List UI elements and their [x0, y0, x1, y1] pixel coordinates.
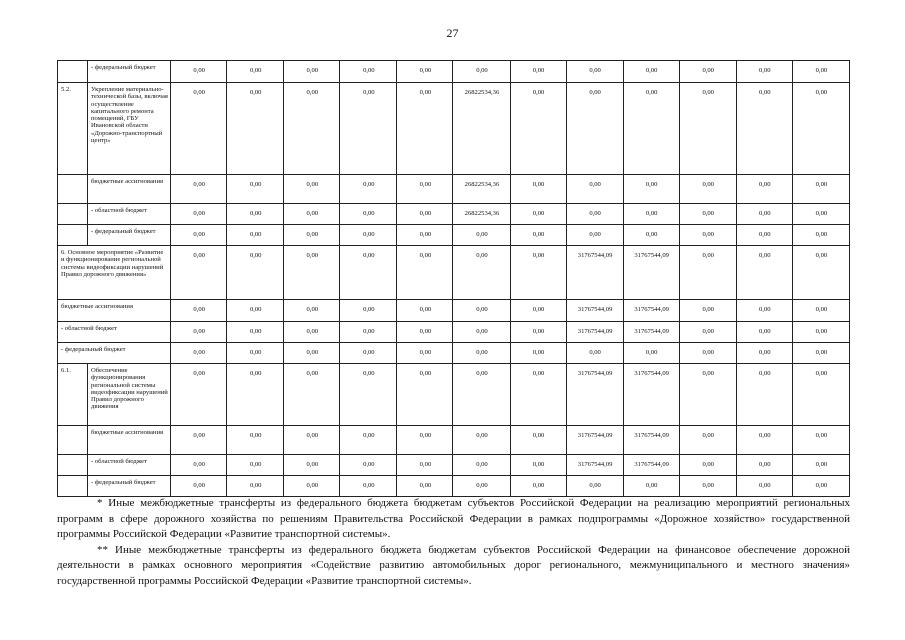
- value-cell: 0,00: [679, 225, 736, 246]
- value-cell: 0,00: [623, 175, 679, 204]
- table-row: [58, 426, 850, 455]
- value-cell: 0,00: [510, 61, 566, 83]
- value-cell: 31767544,09: [566, 300, 623, 322]
- value-cell: 0,00: [679, 322, 736, 343]
- value-cell: 0,00: [510, 225, 566, 246]
- value-cell: 0,00: [736, 175, 792, 204]
- value-cell: 0,00: [736, 225, 792, 246]
- value-cell: 0,00: [736, 322, 792, 343]
- value-cell: 31767544,09: [623, 300, 679, 322]
- value-cell: 31767544,09: [623, 322, 679, 343]
- value-cell: 0,00: [679, 343, 736, 364]
- row-number: 5.2.: [58, 83, 88, 175]
- row-label: Укрепление материально-технической базы, включая осуществление капитального ремонта помещений, ГБУ Ивановской области «Дорожно-транспортный центр»: [88, 83, 171, 175]
- row-label: - федеральный бюджет: [88, 476, 171, 497]
- value-cell: 0,00: [792, 343, 849, 364]
- value-cell: 0,00: [227, 83, 284, 175]
- row-label: 6. Основное мероприятие «Развитие и функционирование региональной системы видеофиксации нарушений Правил дорожного движения»: [58, 246, 171, 300]
- value-cell: 0,00: [227, 455, 284, 476]
- table-body: [58, 61, 850, 497]
- value-cell: 0,00: [171, 322, 227, 343]
- row-label: Обеспечение функционирования региональной системы видеофиксации нарушений Правил дорожного движения: [88, 364, 171, 426]
- value-cell: 0,00: [679, 61, 736, 83]
- value-cell: 0,00: [510, 300, 566, 322]
- value-cell: 0,00: [284, 455, 340, 476]
- value-cell: 0,00: [792, 204, 849, 225]
- value-cell: 0,00: [623, 61, 679, 83]
- value-cell: 0,00: [227, 175, 284, 204]
- value-cell: 0,00: [736, 83, 792, 175]
- value-cell: 0,00: [284, 476, 340, 497]
- value-cell: 0,00: [340, 246, 397, 300]
- value-cell: 0,00: [453, 426, 510, 455]
- value-cell: 0,00: [227, 225, 284, 246]
- value-cell: 0,00: [284, 300, 340, 322]
- row-label: - областной бюджет: [88, 204, 171, 225]
- row-label: - федеральный бюджет: [88, 61, 171, 83]
- table-row: [58, 455, 850, 476]
- value-cell: 0,00: [397, 322, 453, 343]
- value-cell: 0,00: [510, 175, 566, 204]
- value-cell: 0,00: [227, 364, 284, 426]
- value-cell: 0,00: [566, 225, 623, 246]
- table-row: [58, 476, 850, 497]
- value-cell: 0,00: [340, 61, 397, 83]
- value-cell: 0,00: [340, 476, 397, 497]
- value-cell: 0,00: [171, 426, 227, 455]
- row-number: 6.1.: [58, 364, 88, 426]
- value-cell: 0,00: [340, 426, 397, 455]
- footnote-1: * Иные межбюджетные трансферты из федерального бюджета бюджетам субъектов Российской Федерации на реализацию мероприятий региональных программ в сфере дорожного хозяйства по решениям Правительства Российской Федерации в рамках подпрограммы «Дорожное хозяйство» государственной программы Российской Федерации «Развитие транспортной системы».: [57, 497, 850, 541]
- value-cell: 0,00: [171, 455, 227, 476]
- value-cell: 0,00: [171, 343, 227, 364]
- value-cell: 0,00: [453, 246, 510, 300]
- value-cell: 0,00: [792, 476, 849, 497]
- value-cell: 0,00: [736, 455, 792, 476]
- table-row: [58, 175, 850, 204]
- value-cell: 0,00: [284, 83, 340, 175]
- row-label: бюджетные ассигнования: [88, 175, 171, 204]
- value-cell: 0,00: [566, 204, 623, 225]
- value-cell: 0,00: [340, 225, 397, 246]
- value-cell: 0,00: [453, 225, 510, 246]
- value-cell: 31767544,09: [566, 246, 623, 300]
- value-cell: 0,00: [397, 476, 453, 497]
- value-cell: 0,00: [510, 322, 566, 343]
- value-cell: 0,00: [792, 426, 849, 455]
- value-cell: 0,00: [453, 322, 510, 343]
- value-cell: 0,00: [227, 322, 284, 343]
- value-cell: 26822534,36: [453, 175, 510, 204]
- value-cell: 0,00: [397, 246, 453, 300]
- value-cell: 0,00: [510, 204, 566, 225]
- value-cell: 0,00: [171, 204, 227, 225]
- row-number: [58, 476, 88, 497]
- value-cell: 0,00: [566, 343, 623, 364]
- value-cell: 0,00: [340, 175, 397, 204]
- value-cell: 0,00: [227, 204, 284, 225]
- value-cell: 0,00: [792, 61, 849, 83]
- value-cell: 0,00: [510, 476, 566, 497]
- value-cell: 0,00: [284, 322, 340, 343]
- value-cell: 0,00: [679, 364, 736, 426]
- value-cell: 0,00: [397, 455, 453, 476]
- value-cell: 31767544,09: [566, 322, 623, 343]
- value-cell: 0,00: [397, 364, 453, 426]
- value-cell: 0,00: [736, 343, 792, 364]
- value-cell: 0,00: [792, 455, 849, 476]
- row-number: [58, 204, 88, 225]
- value-cell: 0,00: [227, 300, 284, 322]
- table-row: [58, 343, 850, 364]
- value-cell: 0,00: [397, 225, 453, 246]
- value-cell: 0,00: [623, 204, 679, 225]
- value-cell: 0,00: [792, 364, 849, 426]
- value-cell: 0,00: [736, 364, 792, 426]
- value-cell: 0,00: [340, 343, 397, 364]
- value-cell: 0,00: [171, 246, 227, 300]
- value-cell: 0,00: [792, 322, 849, 343]
- value-cell: 0,00: [792, 175, 849, 204]
- value-cell: 0,00: [171, 300, 227, 322]
- value-cell: 0,00: [623, 476, 679, 497]
- value-cell: 0,00: [171, 364, 227, 426]
- page-number: 27: [446, 26, 459, 40]
- table-row: [58, 300, 850, 322]
- footnote-2: ** Иные межбюджетные трансферты из федерального бюджета бюджетам субъектов Российской Федерации на финансовое обеспечение дорожной деятельности в рамках основного мероприятия «Содействие развитию автомобильных дорог регионального, межмуниципального и местного значения» государственной программы Российской Федерации «Развитие транспортной системы».: [57, 543, 850, 587]
- value-cell: 0,00: [227, 476, 284, 497]
- value-cell: 31767544,09: [566, 364, 623, 426]
- row-label: - федеральный бюджет: [88, 225, 171, 246]
- value-cell: 0,00: [679, 455, 736, 476]
- value-cell: 0,00: [397, 204, 453, 225]
- value-cell: 0,00: [510, 343, 566, 364]
- value-cell: 0,00: [679, 175, 736, 204]
- value-cell: 0,00: [171, 61, 227, 83]
- value-cell: 0,00: [679, 246, 736, 300]
- value-cell: 0,00: [397, 426, 453, 455]
- value-cell: 0,00: [679, 476, 736, 497]
- value-cell: 0,00: [736, 246, 792, 300]
- row-number: [58, 426, 88, 455]
- value-cell: 0,00: [736, 426, 792, 455]
- value-cell: 0,00: [227, 246, 284, 300]
- row-label: - областной бюджет: [58, 322, 171, 343]
- value-cell: 0,00: [736, 300, 792, 322]
- value-cell: 0,00: [510, 364, 566, 426]
- budget-table: [57, 60, 850, 497]
- value-cell: 0,00: [284, 246, 340, 300]
- row-label: - федеральный бюджет: [58, 343, 171, 364]
- value-cell: 0,00: [679, 426, 736, 455]
- table-row: [58, 246, 850, 300]
- value-cell: 0,00: [397, 83, 453, 175]
- value-cell: 0,00: [453, 364, 510, 426]
- value-cell: 31767544,09: [623, 426, 679, 455]
- table-row: [58, 225, 850, 246]
- value-cell: 0,00: [171, 175, 227, 204]
- value-cell: 0,00: [623, 225, 679, 246]
- table-row: [58, 204, 850, 225]
- value-cell: 0,00: [397, 61, 453, 83]
- table-row: [58, 83, 850, 175]
- value-cell: 0,00: [340, 455, 397, 476]
- row-label: бюджетные ассигнования: [88, 426, 171, 455]
- footnotes: [57, 496, 850, 590]
- table-row: [58, 322, 850, 343]
- value-cell: 0,00: [397, 300, 453, 322]
- value-cell: 0,00: [736, 61, 792, 83]
- value-cell: 0,00: [284, 343, 340, 364]
- value-cell: 0,00: [736, 204, 792, 225]
- value-cell: 0,00: [227, 61, 284, 83]
- value-cell: 0,00: [340, 300, 397, 322]
- value-cell: 31767544,09: [623, 246, 679, 300]
- value-cell: 0,00: [510, 426, 566, 455]
- row-number: [58, 61, 88, 83]
- value-cell: 0,00: [397, 343, 453, 364]
- value-cell: 26822534,36: [453, 204, 510, 225]
- value-cell: 0,00: [566, 83, 623, 175]
- value-cell: 0,00: [284, 61, 340, 83]
- value-cell: 0,00: [510, 83, 566, 175]
- value-cell: 0,00: [453, 455, 510, 476]
- value-cell: 31767544,09: [566, 426, 623, 455]
- value-cell: 0,00: [284, 426, 340, 455]
- value-cell: 26822534,36: [453, 83, 510, 175]
- row-label: - областной бюджет: [88, 455, 171, 476]
- value-cell: 0,00: [792, 300, 849, 322]
- value-cell: 0,00: [679, 83, 736, 175]
- value-cell: 0,00: [284, 175, 340, 204]
- value-cell: 0,00: [340, 364, 397, 426]
- value-cell: 0,00: [566, 61, 623, 83]
- value-cell: 31767544,09: [566, 455, 623, 476]
- value-cell: 0,00: [792, 246, 849, 300]
- value-cell: 0,00: [792, 225, 849, 246]
- value-cell: 0,00: [566, 175, 623, 204]
- value-cell: 0,00: [453, 343, 510, 364]
- value-cell: 0,00: [284, 225, 340, 246]
- value-cell: 0,00: [566, 476, 623, 497]
- value-cell: 0,00: [679, 204, 736, 225]
- value-cell: 0,00: [227, 343, 284, 364]
- row-number: [58, 225, 88, 246]
- value-cell: 0,00: [453, 300, 510, 322]
- value-cell: 0,00: [397, 175, 453, 204]
- value-cell: 0,00: [736, 476, 792, 497]
- value-cell: 0,00: [340, 322, 397, 343]
- value-cell: 31767544,09: [623, 364, 679, 426]
- value-cell: 0,00: [623, 83, 679, 175]
- value-cell: 0,00: [510, 455, 566, 476]
- value-cell: 0,00: [171, 225, 227, 246]
- value-cell: 0,00: [340, 204, 397, 225]
- value-cell: 0,00: [171, 476, 227, 497]
- value-cell: 0,00: [171, 83, 227, 175]
- table-row: [58, 61, 850, 83]
- value-cell: 0,00: [510, 246, 566, 300]
- value-cell: 0,00: [679, 300, 736, 322]
- value-cell: 0,00: [284, 364, 340, 426]
- value-cell: 0,00: [792, 83, 849, 175]
- value-cell: 0,00: [623, 343, 679, 364]
- value-cell: 31767544,09: [623, 455, 679, 476]
- row-label: бюджетные ассигнования: [58, 300, 171, 322]
- value-cell: 0,00: [340, 83, 397, 175]
- value-cell: 0,00: [453, 476, 510, 497]
- value-cell: 0,00: [227, 426, 284, 455]
- row-number: [58, 455, 88, 476]
- row-number: [58, 175, 88, 204]
- value-cell: 0,00: [284, 204, 340, 225]
- value-cell: 0,00: [453, 61, 510, 83]
- table-row: [58, 364, 850, 426]
